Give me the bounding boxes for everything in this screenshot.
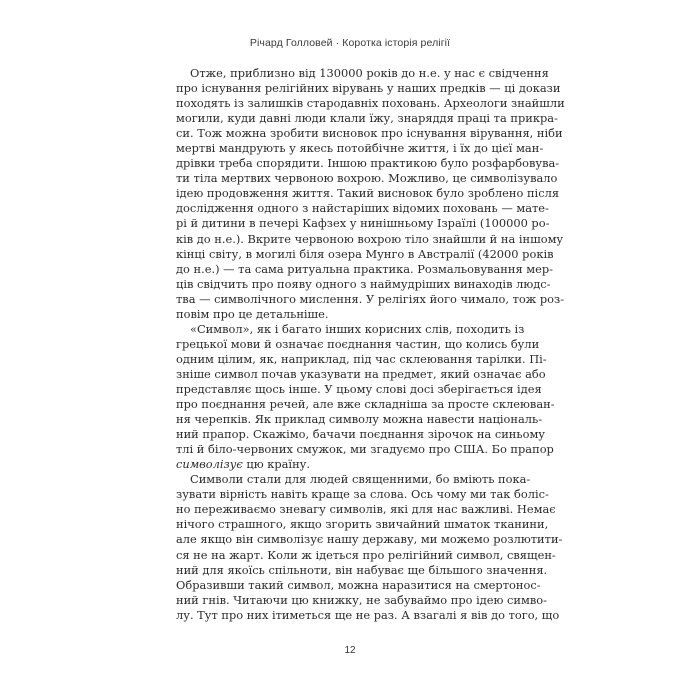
text-line: Отже, приблизно від 130000 років до н.е. у нас є свідчення — [190, 66, 549, 80]
text-line: тлі й біло-червоних смужок, ми згадуємо про США. Бо прапор — [176, 442, 554, 457]
text-line: походять із залишків стародавніх поховань. Археологи знайшли — [176, 96, 565, 111]
text-line: лу. Тут про них ітиметься ще не раз. А взагалі я вів до того, що — [176, 607, 560, 622]
text-line: кінці світу, в могилі біля озера Мунго в Австралії (42000 років — [176, 246, 554, 261]
text-line: ся не на жарт. Коли ж ідеться про релігійний символ, священ- — [176, 547, 556, 562]
text-line: дослідження одного з найстаріших відомих поховань — мате- — [176, 201, 549, 216]
text-line: ти тіла мертвих червоною вохрою. Можливо, це символізувало — [176, 171, 558, 186]
text-line: зніше символ почав указувати на предмет, який означає або — [176, 366, 546, 381]
text-line: ідею продовження життя. Такий висновок було зроблено після — [176, 186, 560, 201]
text-fragment: цю країну. — [242, 457, 310, 472]
text-line: «Символ», як і багато інших корисних слів, походить із — [190, 321, 525, 336]
text-line: Символи стали для людей священними, бо вміють пока- — [190, 472, 531, 487]
running-head: Річард Голловей · Коротка історія релігії — [249, 37, 451, 49]
text-line: мертві мандрують у якесь потойбічне життя, і їх до цієї ман- — [176, 141, 544, 156]
page-number: 12 — [344, 645, 356, 656]
text-line: си. Тож можна зробити висновок про існування вірування, ніби — [176, 126, 563, 141]
text-line: до н.е.) — та сама ритуальна практика. Розмальовування мер- — [176, 261, 553, 276]
text-line: ців свідчить про появу одного з наймудріших винаходів людс- — [176, 276, 551, 291]
text-line: нічого страшного, якщо згорить звичайний шматок тканини, — [176, 517, 549, 532]
text-line: но переживаємо зневагу символів, які для нас важливі. Немає — [176, 502, 556, 517]
text-line: повім про це детальніше. — [176, 306, 329, 321]
text-line: тва — символічного мислення. У релігіях його чимало, тож роз- — [176, 291, 565, 306]
text-line: ня черепків. Як приклад символу можна навести національ- — [176, 412, 543, 427]
text-line: зувати вірність навіть краще за слова. Ось чому ми так боліс- — [176, 487, 549, 502]
text-line: ний прапор. Скажімо, бачачи поєднання зірочок на синьому — [176, 427, 546, 442]
text-line: Образивши такий символ, можна наразитися на смертонос- — [176, 577, 541, 592]
text-line: ний для якоїсь спільноти, він набуває ще більшого значення. — [176, 562, 548, 577]
text-line: рі й дитини в печері Кафзех у нинішньому Ізраїлі (100000 ро- — [176, 216, 550, 231]
text-line: але якщо він символізує нашу державу, ми можемо розлютити- — [176, 532, 563, 547]
text-line: ків до н.е.). Вкрите червоною вохрою тіло знайшли й на іншому — [176, 231, 564, 246]
text-line: грецької мови й означає поєднання частин, що колись були — [176, 336, 540, 351]
text-line: одним цілим, як, наприклад, під час склеювання тарілки. Пі- — [176, 351, 547, 366]
text-line: про існування релігійних вірувань у наших предків — ці докази — [176, 81, 561, 96]
text-line: представляє щось інше. У цьому слові досі зберігається ідея — [176, 381, 542, 396]
text-line: ний гнів. Читаючи цю книжку, не забуваймо про ідею симво- — [176, 592, 548, 607]
text-line: про поєднання речей, але вже складніша за просте склеюван- — [176, 397, 555, 412]
text-line — [176, 457, 520, 472]
text-line: дрівки треба спорядити. Іншою практикою було розфарбовува- — [176, 156, 560, 171]
emphasis-text: символізує — [176, 457, 243, 472]
text-line: могили, куди давні люди клали їжу, знаряддя праці та прикра- — [176, 111, 558, 126]
body-text — [176, 66, 565, 623]
